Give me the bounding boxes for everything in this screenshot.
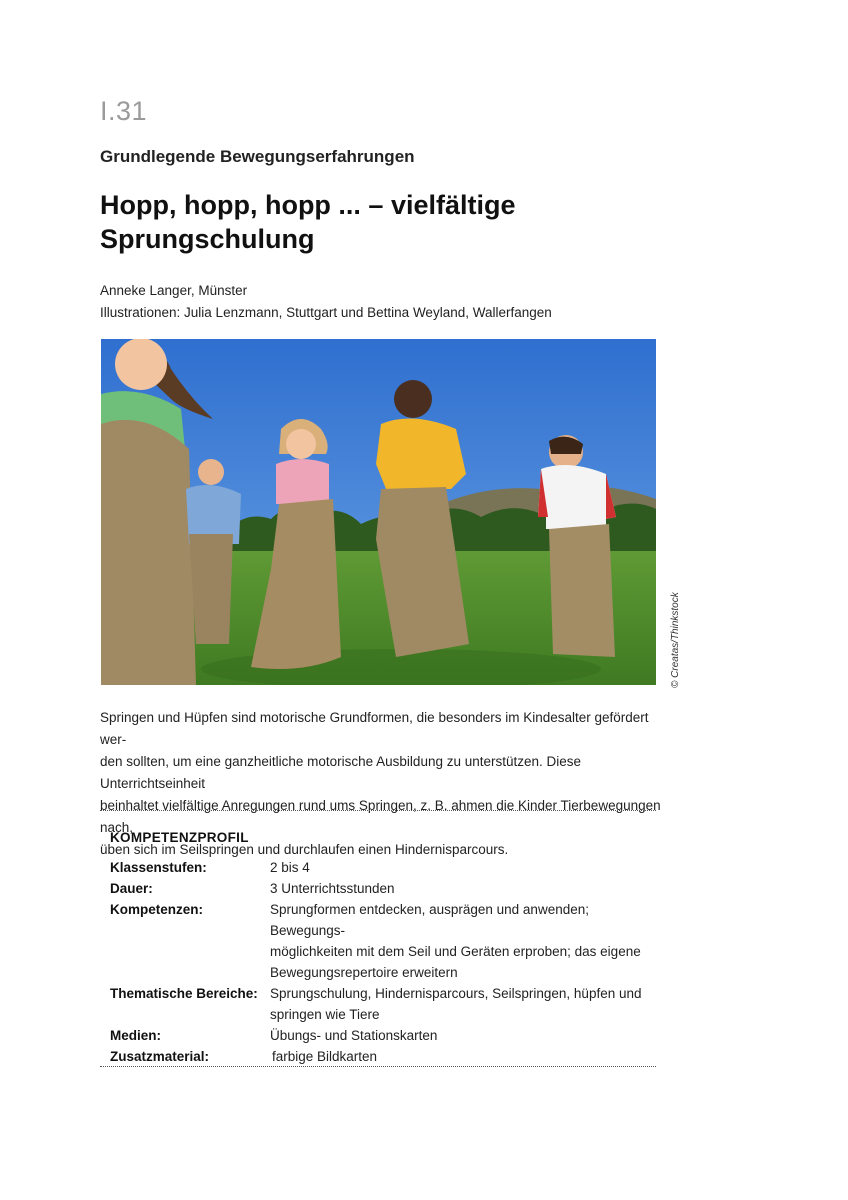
- profile-row-duration: [110, 878, 660, 899]
- profile-value: [270, 899, 660, 983]
- profile-label: Thematische Bereiche:: [110, 986, 258, 1001]
- intro-line-2: den sollten, um eine ganzheitliche motorische Ausbildung zu unterstützen. Diese Unterrichtseinheit: [100, 754, 582, 791]
- profile-value: [270, 1025, 660, 1046]
- profile-value-line: springen wie Tiere: [270, 1007, 380, 1022]
- profile-label: Zusatzmaterial:: [110, 1049, 210, 1064]
- profile-value-line: 3 Unterrichtsstunden: [270, 881, 395, 896]
- page-title: [100, 188, 660, 256]
- profile-value: [270, 983, 660, 1025]
- profile-value-line: 2 bis 4: [270, 860, 310, 875]
- profile-value-line: Bewegungsrepertoire erweitern: [270, 965, 458, 980]
- illustrations-credit: Illustrationen: Julia Lenzmann, Stuttgart und Bettina Weyland, Wallerfangen: [100, 305, 552, 320]
- intro-line-3: beinhaltet vielfältige Anregungen rund ums Springen, z. B. ahmen die Kinder Tierbewegungen nach,: [100, 798, 661, 835]
- author: Anneke Langer, Münster: [100, 283, 248, 298]
- profile-value: [270, 857, 660, 878]
- profile-label: Medien:: [110, 1028, 162, 1043]
- profile-value-line: Sprungformen entdecken, ausprägen und anwenden; Bewegungs-: [270, 902, 589, 938]
- divider-bottom: [100, 1066, 656, 1067]
- competence-profile: [110, 857, 660, 1067]
- competence-profile-heading: KOMPETENZPROFIL: [110, 830, 249, 845]
- profile-value: [270, 878, 660, 899]
- profile-value: [270, 1046, 660, 1067]
- category-heading: Grundlegende Bewegungserfahrungen: [100, 147, 415, 166]
- profile-row-grades: [110, 857, 660, 878]
- profile-row-media: [110, 1025, 660, 1046]
- profile-value-line: farbige Bildkarten: [272, 1049, 378, 1064]
- divider-top: [100, 810, 656, 811]
- sack-race-photo: [101, 339, 656, 685]
- profile-label: Dauer:: [110, 881, 153, 896]
- chapter-code: I.31: [100, 96, 148, 126]
- profile-label: Kompetenzen:: [110, 902, 204, 917]
- profile-label: Klassenstufen:: [110, 860, 207, 875]
- profile-value-line: Sprungschulung, Hindernisparcours, Seilspringen, hüpfen und: [270, 986, 642, 1001]
- profile-value-line: Übungs- und Stationskarten: [270, 1028, 438, 1043]
- title-line-2: Sprungschulung: [100, 224, 315, 254]
- profile-value-line: möglichkeiten mit dem Seil und Geräten erproben; das eigene: [270, 944, 641, 959]
- intro-line-4: üben sich im Seilspringen und durchlaufen einen Hindernisparcours.: [100, 842, 509, 857]
- photo-credit: © Creatas/Thinkstock: [670, 592, 681, 688]
- title-line-1: Hopp, hopp, hopp ... – vielfältige: [100, 190, 516, 220]
- profile-row-topics: [110, 983, 660, 1025]
- byline: [100, 280, 552, 324]
- profile-row-competences: [110, 899, 660, 983]
- intro-line-1: Springen und Hüpfen sind motorische Grundformen, die besonders im Kindesalter gefördert wer-: [100, 710, 649, 747]
- profile-row-materials: [110, 1046, 660, 1067]
